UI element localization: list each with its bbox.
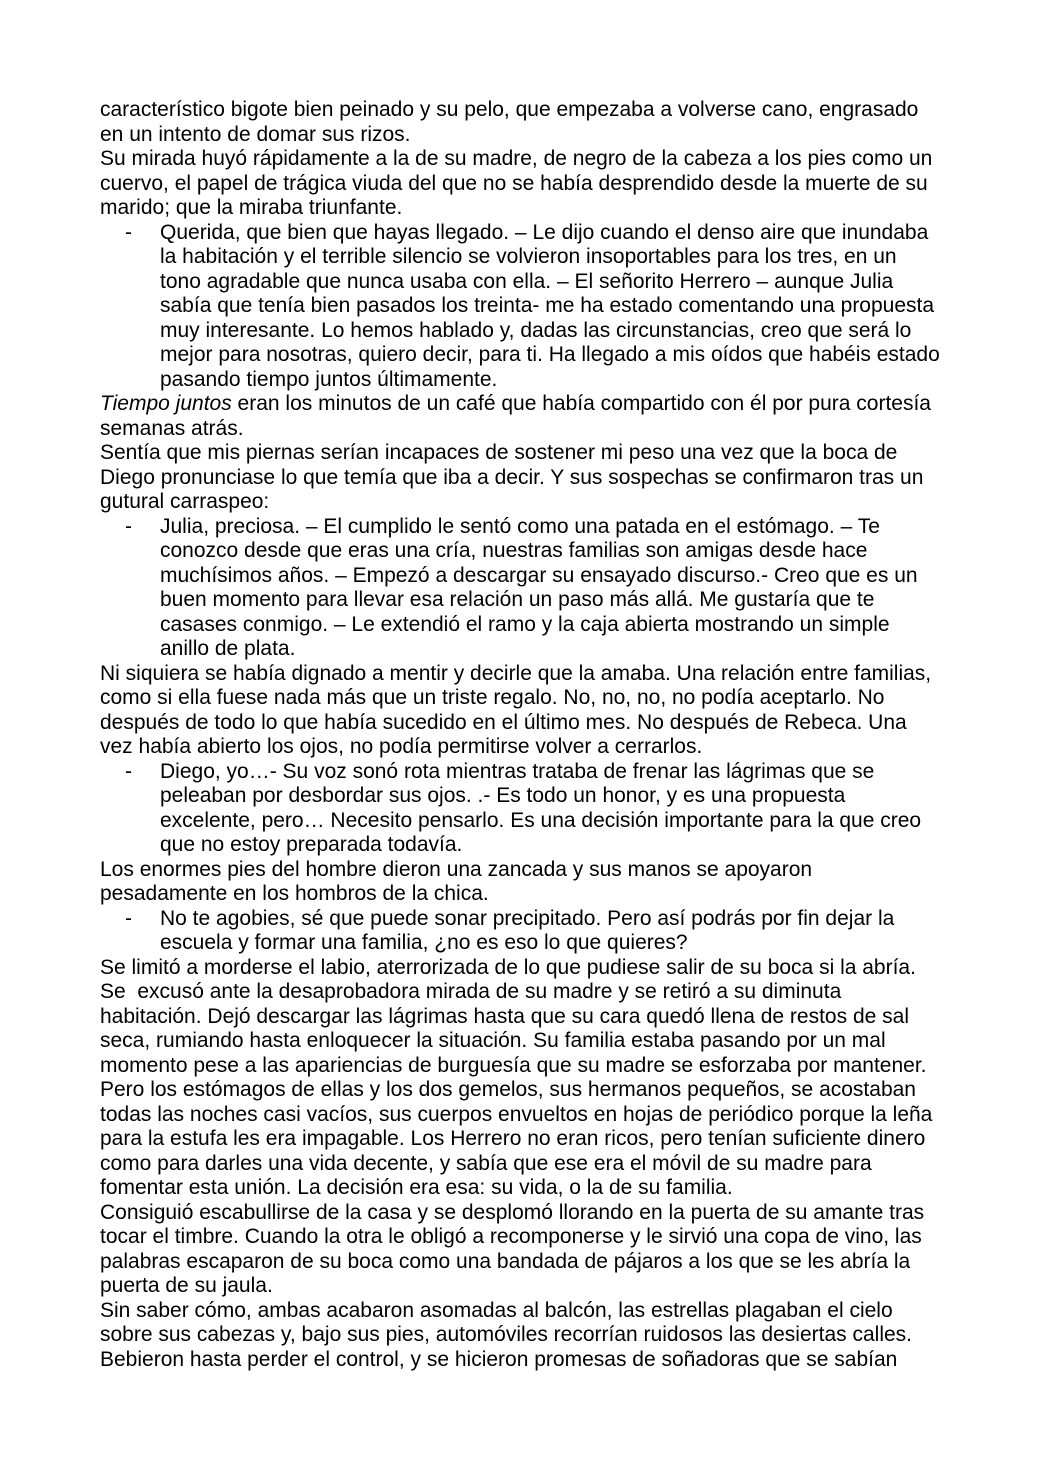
paragraph (100, 392, 941, 441)
list-item (100, 907, 941, 956)
list-dash-marker: - (125, 759, 132, 783)
paragraph: Sentía que mis piernas serían incapaces de sostener mi peso una vez que la boca de Diego pronunciase lo que temía que iba a decir. Y sus sospechas se confirmaron tras un gutural carraspeo: (100, 441, 930, 513)
paragraph: Su mirada huyó rápidamente a la de su madre, de negro de la cabeza a los pies como un cuervo, el papel de trágica viuda del que no se había desprendido desde la muerte de su marido; que la miraba triunfante. (100, 147, 939, 219)
paragraph: característico bigote bien peinado y su pelo, que empezaba a volverse cano, engrasado en un intento de domar sus rizos. (100, 98, 925, 146)
paragraph: Consiguió escabullirse de la casa y se desplomó llorando en la puerta de su amante tras tocar el timbre. Cuando la otra le obligó a recomponerse y le sirvió una copa de vino, las palabras escaparon de su boca como una bandada de pájaros a los que se les abría la puerta de su jaula. (100, 1200, 930, 1297)
paragraph-text: eran los minutos de un café que había compartido con él por pura cortesía semanas atrás. (100, 392, 937, 440)
paragraph-italic-text: Tiempo juntos (100, 392, 232, 415)
list-dash-marker: - (125, 514, 132, 538)
list-item-text: Diego, yo…- Su voz sonó rota mientras trataba de frenar las lágrimas que se peleaban por desbordar sus ojos. .- Es todo un honor, y es una propuesta excelente, pero… Necesito pensarlo. Es una decisión importante para la que creo que no estoy preparada todavía. (160, 759, 927, 856)
list-item (100, 220, 946, 393)
paragraph: Los enormes pies del hombre dieron una zancada y sus manos se apoyaron pesadamente en los hombros de la chica. (100, 857, 818, 905)
list-item-text: No te agobies, sé que puede sonar precipitado. Pero así podrás por fin dejar la escuela y formar una familia, ¿no es eso lo que quieres? (160, 906, 901, 954)
document-body (100, 98, 946, 1372)
list-item (100, 515, 941, 662)
list-dash-marker: - (125, 906, 132, 930)
list-item (100, 760, 941, 858)
list-item-text: Julia, preciosa. – El cumplido le sentó como una patada en el estómago. – Te conozco desde que eras una cría, nuestras familias son amigas desde hace muchísimos años. – Empezó a descargar su ensayado discurso.- Creo que es un buen momento para llevar esa relación un paso más allá. Me gustaría que te casases conmigo. – Le extendió el ramo y la caja abierta mostrando un simple anillo de plata. (160, 514, 924, 660)
paragraph: Ni siquiera se había dignado a mentir y decirle que la amaba. Una relación entre familias, como si ella fuese nada más que un triste regalo. No, no, no, no podía aceptarlo. No después de todo lo que había sucedido en el último mes. No después de Rebeca. Una vez había abierto los ojos, no podía permitirse volver a cerrarlos. (100, 661, 937, 758)
paragraph: Sin saber cómo, ambas acabaron asomadas al balcón, las estrellas plagaban el cielo sobre sus cabezas y, bajo sus pies, automóviles recorrían ruidosos las desiertas calles. Bebieron hasta perder el control, y se hicieron promesas de soñadoras que se sabían (100, 1298, 918, 1371)
list-item-text: Querida, que bien que hayas llegado. – Le dijo cuando el denso aire que inundaba la habitación y el terrible silencio se volvieron insoportables para los tres, en un tono agradable que nunca usaba con ella. – El señorito Herrero – aunque Julia sabía que tenía bien pasados los treinta- me ha estado comentando una propuesta muy interesante. Lo hemos hablado y, dadas las circunstancias, creo que será lo mejor para nosotras, quiero decir, para ti. Ha llegado a mis oídos que habéis estado pasando tiempo juntos últimamente. (160, 220, 946, 391)
list-dash-marker: - (125, 220, 132, 244)
paragraph: Se limitó a morderse el labio, aterrorizada de lo que pudiese salir de su boca si la abría. Se excusó ante la desaprobadora mirada de su madre y se retiró a su diminuta habitación. Dejó descargar las lágrimas hasta que su cara quedó llena de restos de sal seca, rumiando hasta enloquecer la situación. Su familia estaba pasando por un mal momento pese a las apariencias de burguesía que su madre se esforzaba por mantener. Pero los estómagos de ellas y los dos gemelos, sus hermanos pequeños, se acostaban todas las noches casi vacíos, sus cuerpos envueltos en hojas de periódico porque la leña para la estufa les era impagable. Los Herrero no eran ricos, pero tenían suficiente dinero como para darles una vida decente, y sabía que ese era el móvil de su madre para fomentar esta unión. La decisión era esa: su vida, o la de su familia. (100, 955, 939, 1199)
